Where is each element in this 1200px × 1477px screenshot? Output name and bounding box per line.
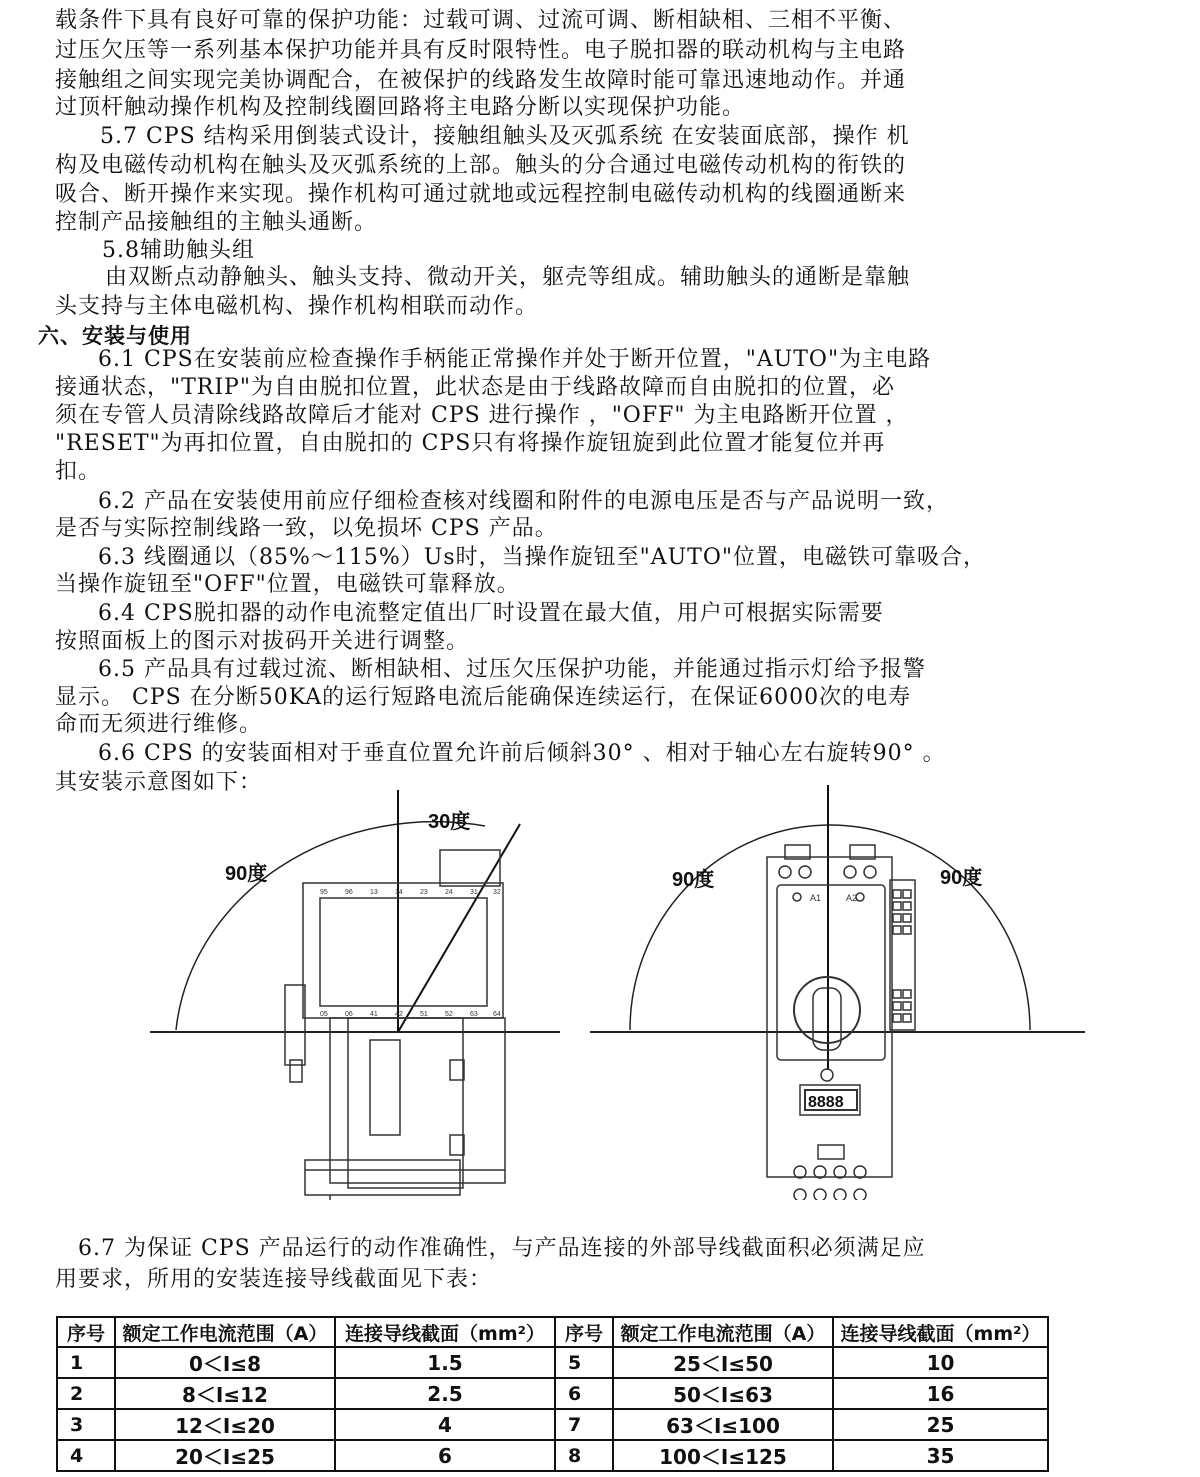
side-view-diagram xyxy=(150,790,560,1200)
terminal-label: 95 xyxy=(320,889,328,896)
text-line: 按照面板上的图示对拔码开关进行调整。 xyxy=(55,629,470,654)
table-cell: 0＜I≤8 xyxy=(115,1347,335,1378)
text-line: 6.2 产品在安装使用前应仔细检查核对线圈和附件的电源电压是否与产品说明一致， xyxy=(98,489,949,514)
text-line: 6.6 CPS 的安装面相对于垂直位置允许前后倾斜30° 、相对于轴心左右旋转90° 。 xyxy=(98,741,946,766)
table-cell: 2 xyxy=(57,1378,115,1409)
installation-diagram xyxy=(0,780,1200,1200)
text-line: 接触组之间实现完美协调配合，在被保护的线路发生故障时能可靠迅速地动作。并通 xyxy=(55,68,907,93)
table-row xyxy=(57,1347,1048,1378)
text-line: 当操作旋钮至"OFF"位置，电磁铁可靠释放。 xyxy=(55,572,520,597)
table-cell: 6 xyxy=(555,1378,613,1409)
table-cell: 25 xyxy=(833,1409,1048,1440)
terminal-label: 05 xyxy=(320,1011,328,1018)
terminal-label: 51 xyxy=(420,1011,428,1018)
table-cell: 4 xyxy=(57,1440,115,1471)
table-header-row xyxy=(57,1317,1048,1347)
wire-section-table xyxy=(56,1316,1049,1472)
terminal-label: 14 xyxy=(395,889,403,896)
table-cell: 35 xyxy=(833,1440,1048,1471)
table-cell: 2.5 xyxy=(335,1378,555,1409)
terminal-label: 63 xyxy=(470,1011,478,1018)
text-line: 头支持与主体电磁机构、操作机构相联而动作。 xyxy=(55,294,539,319)
text-line: 由双断点动静触头、触头支持、微动开关，躯壳等组成。辅助触头的通断是靠触 xyxy=(105,265,911,290)
terminal-label: 13 xyxy=(370,889,378,896)
svg-text:8888: 8888 xyxy=(808,1094,844,1111)
terminal-labels xyxy=(320,889,501,1018)
coil-a2-label: A2 xyxy=(846,893,858,903)
text-line: 过压欠压等一系列基本保护功能并具有反时限特性。电子脱扣器的联动机构与主电路 xyxy=(55,38,907,63)
text-line: 载条件下具有良好可靠的保护功能：过载可调、过流可调、断相缺相、三相不平衡、 xyxy=(55,8,907,33)
table-row xyxy=(57,1378,1048,1409)
table-cell: 8＜I≤12 xyxy=(115,1378,335,1409)
table-cell: 7 xyxy=(555,1409,613,1440)
angle-90-right-b-label: 90度 xyxy=(940,867,983,889)
text-line: 6.5 产品具有过载过流、断相缺相、过压欠压保护功能，并能通过指示灯给予报警 xyxy=(98,657,926,682)
table-cell: 8 xyxy=(555,1440,613,1471)
table-cell: 25＜I≤50 xyxy=(613,1347,833,1378)
text-line: 构及电磁传动机构在触头及灭弧系统的上部。触头的分合通过电磁传动机构的衔铁的 xyxy=(55,153,907,178)
col-header-section-2: 连接导线截面（mm²） xyxy=(833,1317,1048,1347)
table-cell: 4 xyxy=(335,1409,555,1440)
table-cell: 3 xyxy=(57,1409,115,1440)
table-cell: 5 xyxy=(555,1347,613,1378)
terminal-label: 41 xyxy=(370,1011,378,1018)
col-header-current-2: 额定工作电流范围（A） xyxy=(613,1317,833,1347)
table-cell: 6 xyxy=(335,1440,555,1471)
table-row xyxy=(57,1409,1048,1440)
text-line: 吸合、断开操作来实现。操作机构可通过就地或远程控制电磁传动机构的线圈通断来 xyxy=(55,182,907,207)
table-cell: 10 xyxy=(833,1347,1048,1378)
terminal-label: 06 xyxy=(345,1011,353,1018)
text-line: 6.4 CPS脱扣器的动作电流整定值出厂时设置在最大值，用户可根据实际需要 xyxy=(98,601,884,626)
text-line: 6.1 CPS在安装前应检查操作手柄能正常操作并处于断开位置，"AUTO"为主电路 xyxy=(98,347,932,372)
text-line: 控制产品接触组的主触头通断。 xyxy=(55,210,378,235)
text-line: 5.8辅助触头组 xyxy=(102,238,255,263)
terminal-label: 64 xyxy=(493,1011,501,1018)
text-line: 显示。 CPS 在分断50KA的运行短路电流后能确保连续运行，在保证6000次的电寿 xyxy=(55,685,912,710)
angle-90-right-a-label: 90度 xyxy=(672,869,715,891)
table-cell: 1.5 xyxy=(335,1347,555,1378)
terminal-label: 23 xyxy=(420,889,428,896)
table-cell: 16 xyxy=(833,1378,1048,1409)
terminal-label: 32 xyxy=(493,889,501,896)
coil-a1-label: A1 xyxy=(810,893,822,903)
text-line: 须在专管人员清除线路故障后才能对 CPS 进行操作 ，"OFF" 为主电路断开位置 ， xyxy=(55,403,909,428)
terminal-label: 52 xyxy=(445,1011,453,1018)
text-line: 5.7 CPS 结构采用倒装式设计，接触组触头及灭弧系统 在安装面底部，操作 机 xyxy=(100,124,910,149)
terminal-label: 42 xyxy=(395,1011,403,1018)
col-header-no-1: 序号 xyxy=(57,1317,115,1347)
text-line: 是否与实际控制线路一致，以免损坏 CPS 产品。 xyxy=(55,516,558,541)
col-header-no-2: 序号 xyxy=(555,1317,613,1347)
col-header-current-1: 额定工作电流范围（A） xyxy=(115,1317,335,1347)
table-cell: 12＜I≤20 xyxy=(115,1409,335,1440)
text-line: 接通状态，"TRIP"为自由脱扣位置，此状态是由于线路故障而自由脱扣的位置，必 xyxy=(55,375,895,400)
text-line: 其安装示意图如下： xyxy=(55,770,263,795)
col-header-section-1: 连接导线截面（mm²） xyxy=(335,1317,555,1347)
text-line: 扣。 xyxy=(55,459,102,484)
text-line: "RESET"为再扣位置，自由脱扣的 CPS只有将操作旋钮旋到此位置才能复位并再 xyxy=(55,431,886,456)
text-line: 用要求，所用的安装连接导线截面见下表： xyxy=(55,1267,493,1292)
table-cell: 20＜I≤25 xyxy=(115,1440,335,1471)
text-line: 过顶杆触动操作机构及控制线圈回路将主电路分断以实现保护功能。 xyxy=(55,95,746,120)
front-view-diagram xyxy=(590,785,1085,1200)
table-cell: 63＜I≤100 xyxy=(613,1409,833,1440)
angle-90-left-label: 90度 xyxy=(225,863,268,885)
terminal-label: 31 xyxy=(470,889,478,896)
table-cell: 50＜I≤63 xyxy=(613,1378,833,1409)
angle-30-label: 30度 xyxy=(428,811,471,833)
table-cell: 100＜I≤125 xyxy=(613,1440,833,1471)
text-line: 6.7 为保证 CPS 产品运行的动作准确性，与产品连接的外部导线截面积必须满足应 xyxy=(78,1236,926,1261)
table-cell: 1 xyxy=(57,1347,115,1378)
text-line: 命而无须进行维修。 xyxy=(55,712,263,737)
terminal-label: 96 xyxy=(345,889,353,896)
table-row xyxy=(57,1440,1048,1471)
digital-display xyxy=(808,1094,844,1111)
section-heading: 六、安装与使用 xyxy=(38,324,192,348)
terminal-label: 24 xyxy=(445,889,453,896)
text-line: 6.3 线圈通以（85%～115%）Us时，当操作旋钮至"AUTO"位置，电磁铁可靠吸合， xyxy=(98,545,986,570)
